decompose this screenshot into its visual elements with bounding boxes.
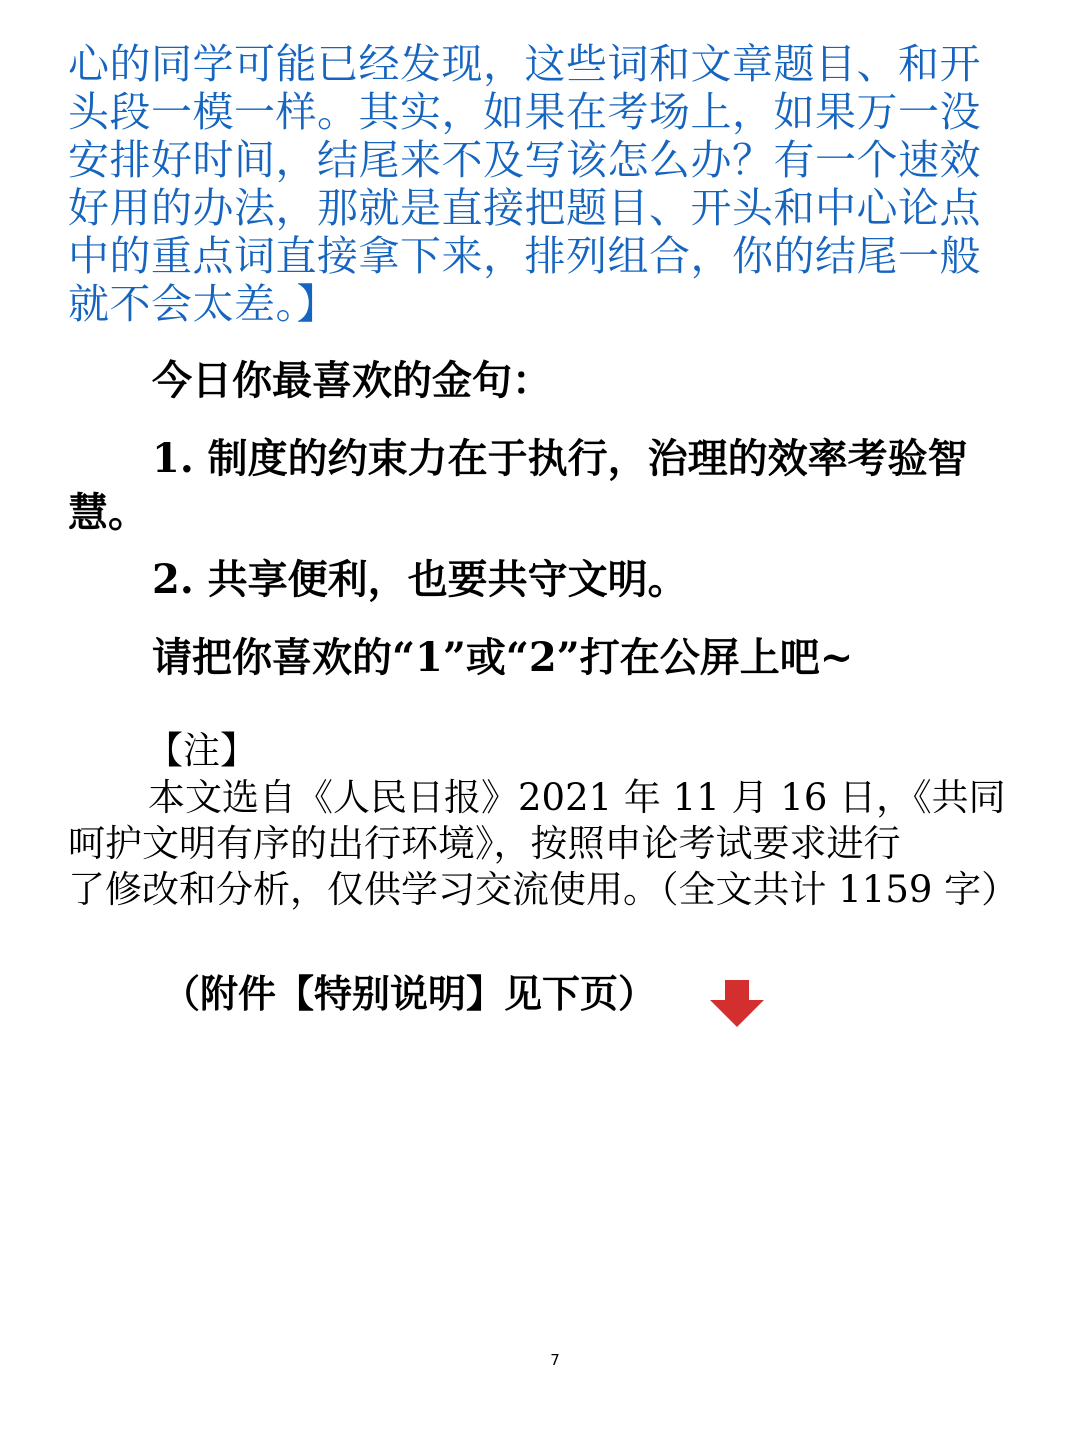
golden-quote-2: 2. 共享便利，也要共守文明。 [152, 556, 688, 603]
golden-quote-1: 1. 制度的约束力在于执行，治理的效率考验智慧。 [68, 435, 968, 536]
note-label: 【注】 [146, 729, 257, 772]
golden-quotes-title: 今日你最喜欢的金句： [152, 357, 552, 404]
down-arrow-icon [708, 980, 766, 1028]
page-number: 7 [550, 1351, 560, 1369]
comment-invite: 请把你喜欢的“1”或“2”打在公屏上吧~ [152, 634, 854, 681]
analysis-paragraph: 心的同学可能已经发现，这些词和文章题目、和开 头段一模一样。其实，如果在考场上，如果万一没 安排好时间，结尾来不及写该怎么办？有一个速效 好用的办法，那就是直接把题目、开头和中心论点 中的重点词直接拿下来，排列组合，你的结尾一般 就不会太差。】 [68, 40, 981, 328]
note-body: 本文选自《人民日报》2021 年 11 月 16 日，《共同 呵护文明有序的出行环境》，按照申论考试要求进行 了修改和分析，仅供学习交流使用。（全文共计 1159 字） [68, 776, 1019, 911]
appendix-notice: （附件【特别说明】见下页） [162, 972, 657, 1016]
